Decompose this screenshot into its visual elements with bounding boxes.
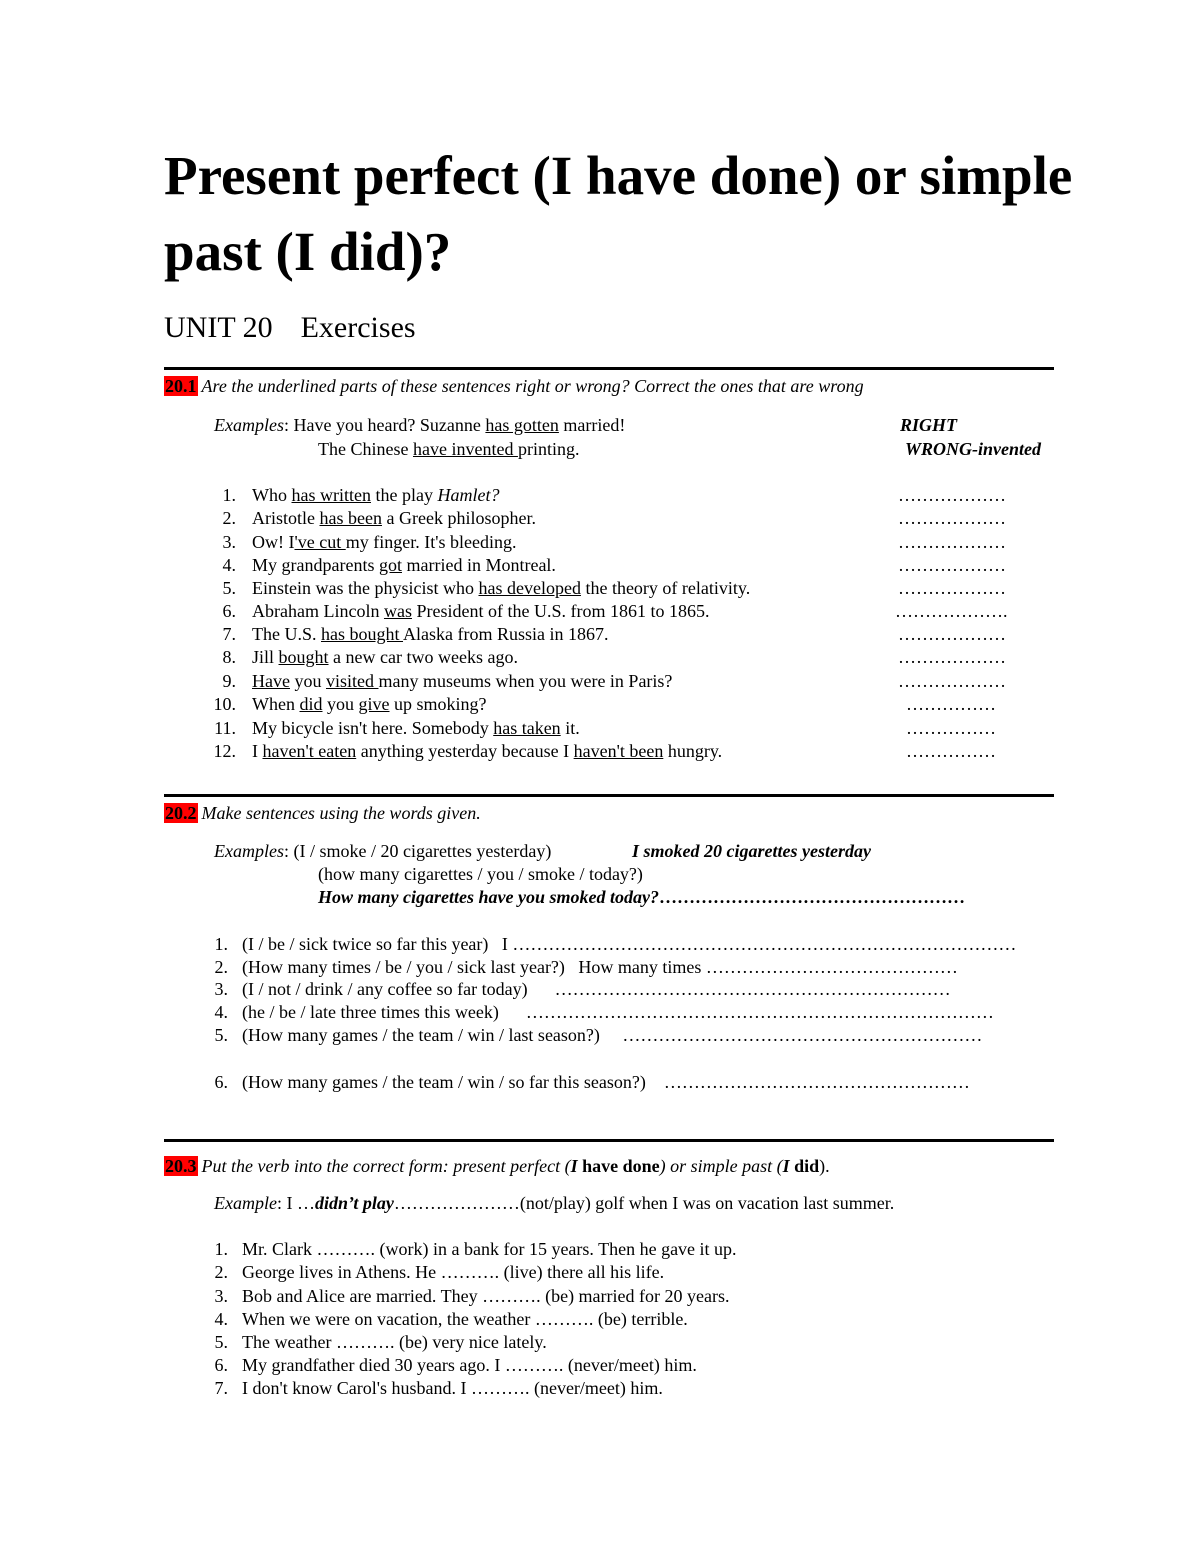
section-20-1-header [164,374,864,398]
example-1-answer: I smoked 20 cigarettes yesterday [632,841,871,861]
answer-blank[interactable]: ……………… [898,508,1006,528]
example-2-answer: How many cigarettes have you smoked today?…………………………………………… [318,887,965,907]
answer-blank[interactable]: ………………………………………………………… [554,979,951,999]
example-answer: didn’t play [314,1193,394,1213]
section-instruction: Make sentences using the words given. [201,803,481,823]
section-badge: 20.1 [165,376,197,396]
answer-blank[interactable]: …………… [906,741,996,761]
example-2: (how many cigarettes / you / smoke / today?) [318,864,643,884]
section-divider [164,1139,1054,1142]
answer-blank[interactable]: ………………………………………………………………………… [512,934,1017,954]
answer-blank[interactable]: ……………… [898,532,1006,552]
answer-blank[interactable]: ……………… [898,485,1006,505]
example-label: Example [214,1193,277,1213]
answer-blank[interactable]: …………… [906,718,996,738]
answer-blank[interactable]: …………………………………………………… [622,1025,983,1045]
example-2: The Chinese have invented printing. [318,439,580,459]
section-instruction: Are the underlined parts of these sentences right or wrong? Correct the ones that are wrong [201,376,864,396]
answer-blank[interactable]: ……………… [898,624,1006,644]
answer-blank[interactable]: ………………. [895,601,1008,621]
example-2-answer: WRONG-invented [905,439,1041,459]
answer-blank[interactable]: ……………… [898,578,1006,598]
answer-blank[interactable]: ……………… [898,555,1006,575]
section-badge: 20.2 [165,803,197,823]
unit-label: UNIT 20 [164,311,273,344]
example: Example: I …didn’t play…………………(not/play) golf when I was on vacation last summer. [214,1193,895,1213]
section-divider [164,367,1054,370]
unit-heading [164,308,416,348]
section-20-3-header: 20.3 Put the verb into the correct form: present perfect (I have done) or simple past (I did). [165,1156,830,1176]
examples-label: Examples [214,415,284,435]
answer-blank[interactable]: ……………… [898,647,1006,667]
example-1: Examples: (I / smoke / 20 cigarettes yesterday) [214,841,552,861]
page-title: Present perfect (I have done) or simple past (I did)? [164,145,1073,282]
example-1-answer: RIGHT [900,415,958,435]
section-badge: 20.3 [165,1156,197,1176]
section-20-2-header [164,801,481,825]
answer-blank[interactable]: …………… [906,694,996,714]
section-divider [164,794,1054,797]
answer-blank[interactable]: ……………… [898,671,1006,691]
answer-blank[interactable]: …………………………………… [705,957,958,977]
worksheet-page: Present perfect (I have done) or simple past (I did)? UNIT 20 Exercises 20.1 Are the underlined parts of these sentences right or wrong? Correct the ones that are wrong Examples: Have you heard? Suzanne has gotten married! RIGHT The Chinese have invented printing. WRONG-invented 1. Who has written the play Hamlet? 2. Aristotle has been a Greek philosopher. 3. Ow! I've cut my finger. It's bleeding. 4. My grandparents got married in Montreal. 5. Einstein was the physicist who has developed the theory of relativity. 6. Abraham Lincoln was President of the U.S. from 1861 to 1865. 7. The U.S. has bought Alaska from Russia in 1867. 8. Jill bought a new car two weeks ago. 9. Have you visited many museums when you were in Paris? 10. When did you give up smoking? 11. My bicycle isn't here. Somebody has taken it. 12. I haven't eaten anything yesterday because I haven't been hungry. ……………… ……………… ……………… ……………… ……………… ………………. ……………… ……………… ……………… …………… …………… …………… 20.2 Make sentences using the words given. Examples: (I / smoke / 20 cigarettes yesterday) I smoked 20 cigarettes yesterday (how many cigarettes / you / smoke / today?) How many cigarettes have you smoked today?…………………………………………… 1. (I / be / sick twice so far this year) I ………………………………………………………………………… 2. (How many times / be / you / sick last year?) How many times …………………………………… 3. (I / not / drink / any coffee so far today) ………………………………………………………… 4. (he / be / late three times this week) …………………………………………………………………… 5. (How many games / the team / win / last season?) …………………………………………………… 6. (How many games / the team / win / so far this season?) …………………………………………… 20.3 Put the verb into the correct form: present perfect (I have done) or simple past (I did). Example: I …didn’t play…………………(not/play) golf when I was on vacation last summer. 1. Mr. Clark ………. (work) in a bank for 15 years. Then he gave it up. 2. George lives in Athens. He ………. (live) there all his life. 3. Bob and Alice are married. They ………. (be) married for 20 years. 4. When we were on vacation, the weather ………. (be) terrible. 5. The weather ………. (be) very nice lately. 6. My grandfather died 30 years ago. I ………. (never/meet) him. 7. I don't know Carol's husband. I ………. (never/meet) him. [0,0,1200,1553]
examples-label: Examples [214,841,284,861]
answer-blank[interactable]: …………………………………………… [663,1072,970,1092]
answer-blank[interactable]: …………………………………………………………………… [525,1002,994,1022]
example-1: Examples: Have you heard? Suzanne has gotten married! [214,415,626,435]
unit-name: Exercises [300,311,416,344]
